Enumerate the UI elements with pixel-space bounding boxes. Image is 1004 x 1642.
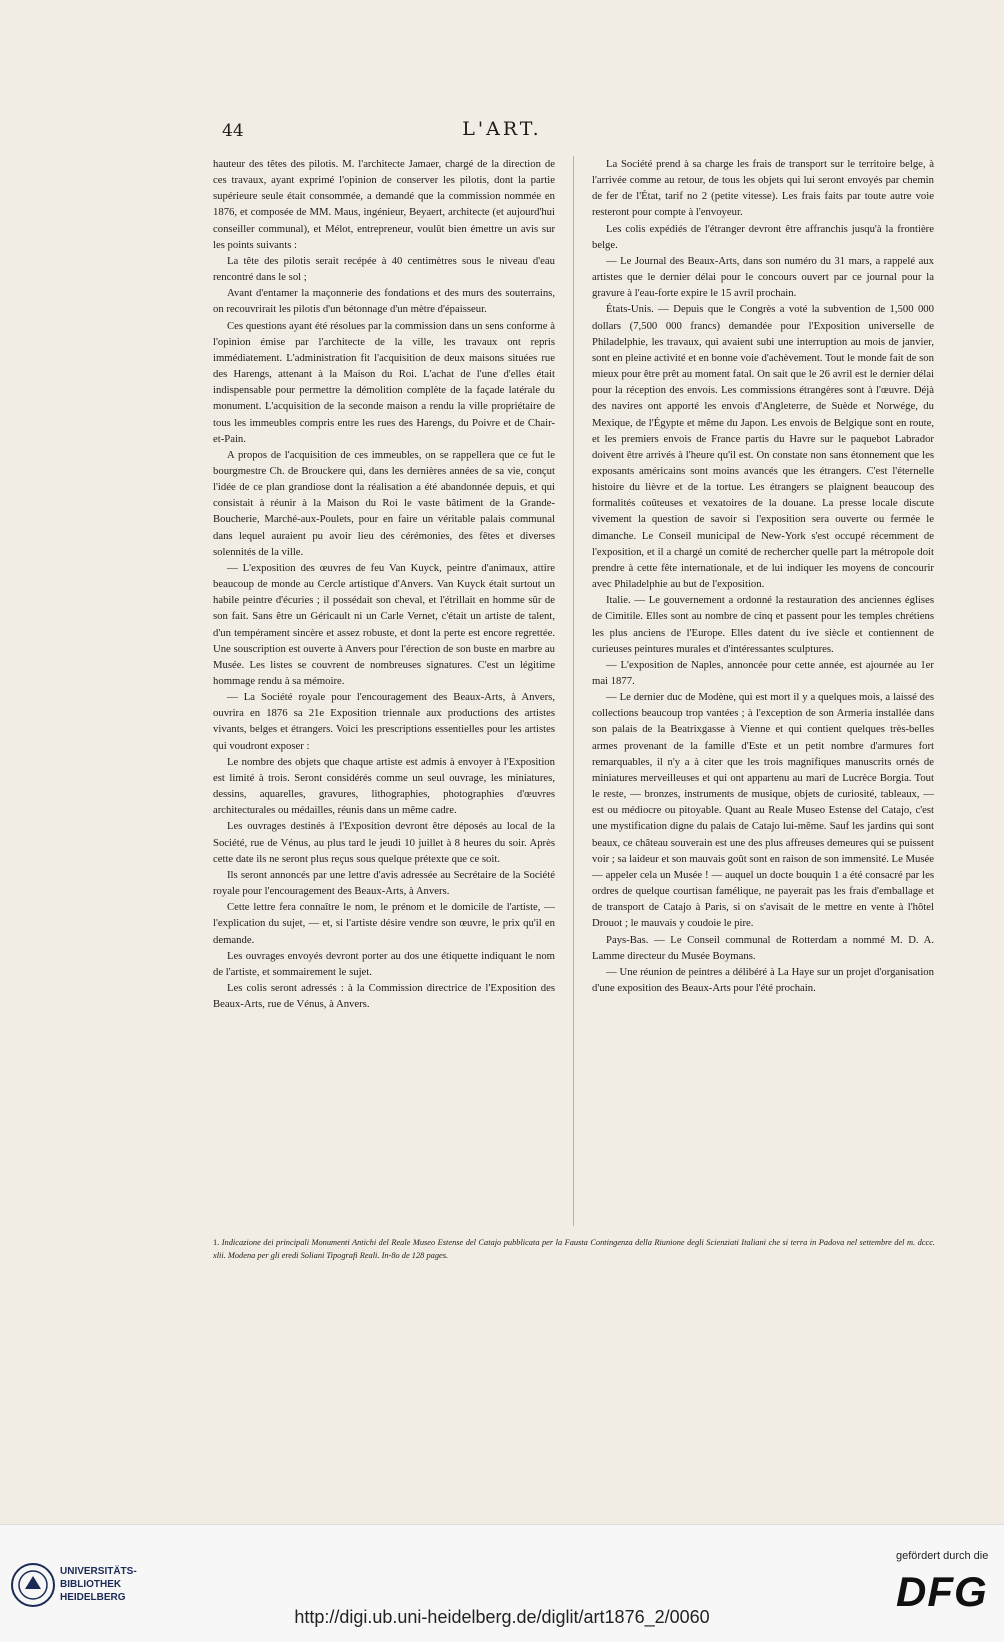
paragraph: Cette lettre fera connaître le nom, le prénom et le domicile de l'artiste, — l'explication du sujet, — et, si l'artiste désire vendre son œuvre, le prix qu'il en demande.: [213, 901, 555, 946]
paragraph: — La Société royale pour l'encouragement des Beaux-Arts, à Anvers, ouvrira en 1876 sa 21e Exposition triennale aux productions des artistes vivants, belges et étrangers. Voici les prescriptions essentielles pour les artistes qui voudront exposer :: [213, 691, 555, 752]
university-seal-icon: [10, 1562, 56, 1608]
paragraph: Les ouvrages destinés à l'Exposition devront être déposés au local de la Société, rue de Vénus, au plus tard le jeudi 10 juillet à 8 heures du soir. Après cette date ils ne seront plus reçus sous quelque prétexte que ce soit.: [213, 820, 555, 865]
paragraph: Ils seront annoncés par une lettre d'avis adressée au Secrétaire de la Société royale pour l'encouragement des Beaux-Arts, à Anvers.: [213, 868, 555, 898]
paragraph: hauteur des têtes des pilotis. M. l'architecte Jamaer, chargé de la direction de ces travaux, ayant exprimé l'opinion de conserver les pilotis, dont la partie supérieure seule était consommée, a demandé que la commission nommée en 1876, et composée de MM. Maus, ingénieur, Beyaert, architecte (et aujourd'hui conseiller communal), et Mélot, entrepreneur, voulût bien émettre un avis sur les points suivants :: [213, 158, 555, 251]
library-line: HEIDELBERG: [60, 1592, 126, 1603]
page-number: 44: [222, 121, 244, 141]
paragraph: A propos de l'acquisition de ces immeubles, on se rappellera que ce fut le bourgmestre Ch. de Brouckere qui, dans les dernières années de sa vie, conçut l'idée de ce plan grandiose dont la réalisation a été abandonnée depuis, et qui consistait à réunir à la Maison du Roi le vaste bâtiment de la Grande-Boucherie, Marché-aux-Poulets, pour en faire un véritable palais communal dans lequel auraient pu avoir lieu des cérémonies, des fêtes et diverses solennités de la ville.: [213, 448, 555, 558]
footnote-text: Indicazione dei principali Monumenti Antichi del Reale Museo Estense del Catajo pubblicata per la Fausta Contingenza della Riunione degli Scienziati Italiani che si terra in Padova nel settembre del m. dccc. xlii. Modena per gli eredi Soliani Tipografi Reali. In-8o de 128 pages.: [213, 1238, 936, 1260]
paragraph: États-Unis. — Depuis que le Congrès a voté la subvention de 1,500 000 dollars (7,500 000 francs) demandée pour l'Exposition universelle de Philadelphie, les travaux, qui avaient subi une interruption au mois de janvier, sont en pleine activité et en bonne voie d'achèvement. Tout le monde fait de son mieux pour être prêt au moment fatal. On sait que le 26 avril est le dernier délai pour la réception des envois. Les commissions étrangères sont à l'œuvre. Déjà des navires ont apporté les envois d'Angleterre, de Suède et Norwége, du Mexique, de l'Égypte et même du Japon. Les envois de Belgique sont en route, et les premiers envois de France partis du Havre sur le paquebot Labrador doivent être arrivés à l'heure qu'il est. On constate non sans étonnement que les exposants américains sont moins avancés que les étrangers. C'est l'éternelle histoire du lièvre et de la tortue. Les étrangers se plaignent beaucoup des formalités coûteuses et vexatoires de la douane. La presse locale discute vivement la question de savoir si l'exposition sera ouverte ou fermée le dimanche. Le Conseil municipal de New-York s'est occupé récemment de l'exposition, et il a chargé un comité de rechercher quelle part la métropole doit prendre à cette fête internationale, et de lui indiquer les moyens de concourir avec Philadelphie au but de l'exposition.: [592, 303, 934, 591]
paragraph: Avant d'entamer la maçonnerie des fondations et des murs des souterrains, on recouvrirait les pilotis d'un bétonnage d'un mètre d'épaisseur.: [213, 287, 555, 316]
funded-label: gefördert durch die: [896, 1550, 989, 1562]
paragraph: La Société prend à sa charge les frais de transport sur le territoire belge, à l'arrivée comme au retour, de tous les objets qui lui seront envoyés par chemin de fer de l'État, tarif no 2 (petite vitesse). Les frais faits par toute autre voie resteront pour compte à l'envoyeur.: [592, 158, 934, 219]
paragraph: — Le Journal des Beaux-Arts, dans son numéro du 31 mars, a rappelé aux artistes que le dernier délai pour le concours ouvert par ce journal pour la gravure à l'eau-forte expire le 15 avril prochain.: [592, 254, 934, 300]
paragraph: Italie. — Le gouvernement a ordonné la restauration des anciennes églises de Cimitile. Elles sont au nombre de cinq et passent pour les temples chrétiens les plus anciens de l'Europe. Elles datent du ive siècle et contiennent de curieuses peintures murales et d'intéressantes sculptures.: [592, 594, 934, 655]
paragraph: Les colis expédiés de l'étranger devront être affranchis jusqu'à la frontière belge.: [592, 222, 934, 251]
paragraph: Pays-Bas. — Le Conseil communal de Rotterdam a nommé M. D. A. Lamme directeur du Musée Boymans.: [592, 933, 934, 962]
left-column: [213, 156, 555, 1012]
paragraph: — Une réunion de peintres a délibéré à La Haye sur un projet d'organisation d'une exposition des Beaux-Arts pour l'été prochain.: [592, 965, 934, 994]
library-line: BIBLIOTHEK: [60, 1579, 122, 1590]
footnote: [213, 1236, 935, 1262]
permalink-url[interactable]: http://digi.ub.uni-heidelberg.de/diglit/art1876_2/0060: [294, 1607, 710, 1627]
paragraph: — L'exposition de Naples, annoncée pour cette année, est ajournée au 1er mai 1877.: [592, 658, 934, 687]
dfg-logo: DFG: [896, 1568, 988, 1615]
paragraph: Ces questions ayant été résolues par la commission dans un sens conforme à l'opinion émise par l'architecte de la ville, les travaux ont repris immédiatement. L'administration fit l'acquisition de deux maisons situées rue des Harengs, attenant à la Maison du Roi. L'achat de l'une d'elles était indispensable pour permettre la démolition complète de la façade latérale du monument. L'acquisition de la seconde maison a rendu la ville propriétaire de tous les immeubles compris entre les rues des Harengs, du Poivre et de Chair-et-Pain.: [213, 319, 555, 445]
paragraph: Les colis seront adressés : à la Commission directrice de l'Exposition des Beaux-Arts, rue de Vénus, à Anvers.: [213, 981, 555, 1011]
right-column: [592, 156, 934, 996]
library-name: [60, 1565, 137, 1604]
library-line: UNIVERSITÄTS-: [60, 1566, 137, 1577]
paragraph: — Le dernier duc de Modène, qui est mort il y a quelques mois, a laissé des collections beaucoup trop vantées ; à l'exception de son Armeria installée dans son palais de la Beatrixgasse à Vienne et qui contient quelques très-belles armes provenant de la famille d'Este et un petit nombre d'armures fort remarquables, il n'y a à citer que les trois magnifiques manuscrits ornés de miniatures merveilleuses et qui ont appartenu au mari de Lucrèce Borgia. Tout le reste, — bronzes, instruments de musique, objets de curiosité, tableaux, — est ou médiocre ou pitoyable. Quant au Reale Museo Estense del Catajo, c'est une mystification digne du palais de Catajo lui-même. Sauf les jardins qui sont beaux, ce château souverain est une des plus affreuses demeures qui se puissent voir ; sa laideur et son mauvais goût sont en raison de son immensité. Le Musée — appeler cela un Musée ! — auquel un docte bouquin 1 a été consacré par les ordres de quelque courtisan famélique, ne payerait pas les frais d'emballage et de transport de Catajo à Paris, si on s'avisait de le mettre en vente à l'hôtel Drouot ; le mauvais y coudoie le pire.: [592, 691, 934, 930]
paragraph: Les ouvrages envoyés devront porter au dos une étiquette indiquant le nom de l'artiste, et sommairement le sujet.: [213, 949, 555, 978]
paragraph: — L'exposition des œuvres de feu Van Kuyck, peintre d'animaux, attire beaucoup de monde au Cercle artistique d'Anvers. Van Kuyck était surtout un habile peintre d'écuries ; il possédait son cheval, et l'étrillait en homme sûr de son fait. Sans être un Géricault ni un Carle Vernet, c'était un artiste de talent, d'un tempérament sincère et assez robuste, et dont la perte est encore regrettée. Une souscription est ouverte à Anvers pour l'érection de son buste en marbre au Musée. Les listes se couvrent de nombreuses signatures. C'est un légitime hommage rendu à sa mémoire.: [213, 561, 555, 687]
column-divider: [573, 156, 574, 1226]
running-title: L'ART.: [462, 118, 542, 140]
footnote-mark: 1.: [213, 1238, 220, 1247]
paragraph: Le nombre des objets que chaque artiste est admis à envoyer à l'Exposition est limité à trois. Seront considérés comme un seul ouvrage, les miniatures, dessins, aquarelles, gravures, lithographies, photographies d'œuvres architecturales ou médailles, réunis dans un même cadre.: [213, 755, 555, 817]
paragraph: La tête des pilotis serait recépée à 40 centimètres sous le niveau d'eau rencontré dans le sol ;: [213, 254, 555, 284]
